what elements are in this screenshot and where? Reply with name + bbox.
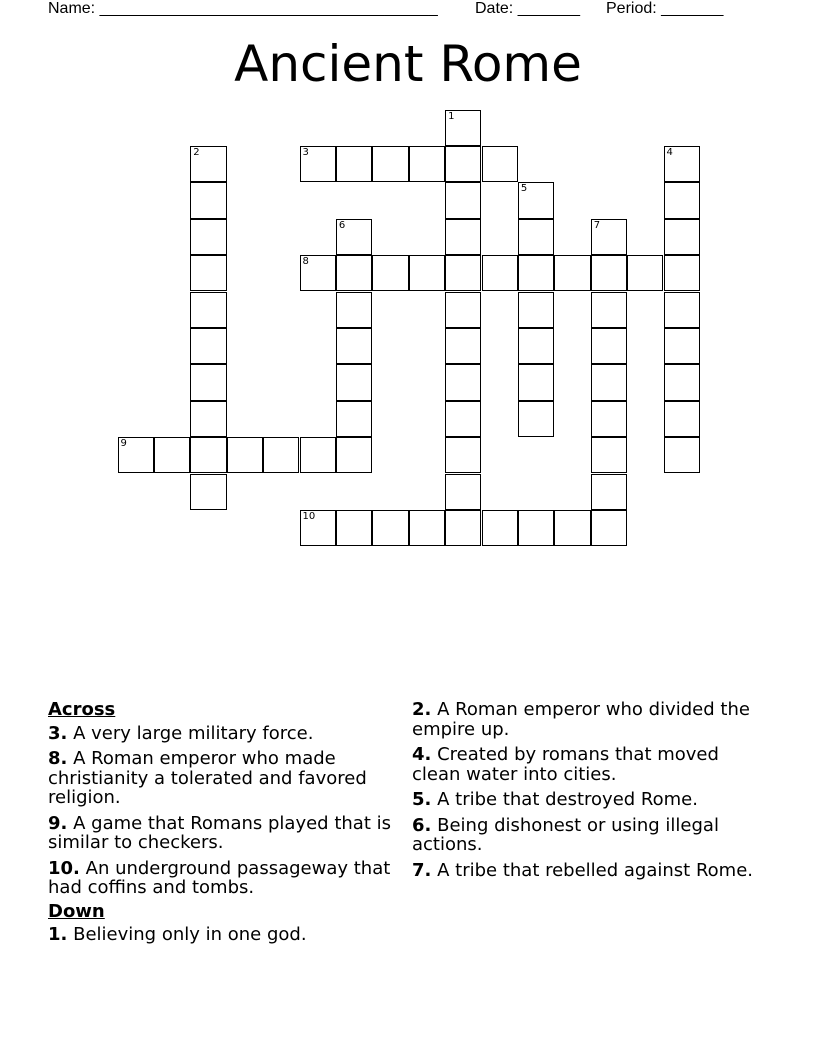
crossword-cell[interactable] bbox=[518, 401, 554, 437]
crossword-cell[interactable] bbox=[336, 328, 372, 364]
crossword-cell[interactable] bbox=[664, 364, 700, 400]
clue-item-number: 10. bbox=[48, 857, 80, 879]
crossword-cell[interactable] bbox=[445, 146, 481, 182]
clue-item bbox=[48, 749, 393, 808]
crossword-cell[interactable] bbox=[664, 401, 700, 437]
crossword-cell[interactable] bbox=[336, 364, 372, 400]
clue-item-number: 9. bbox=[48, 812, 68, 834]
clue-item-text: A very large military force. bbox=[73, 722, 314, 744]
crossword-cell[interactable] bbox=[445, 255, 481, 291]
crossword-cell[interactable] bbox=[300, 146, 336, 182]
crossword-cell[interactable] bbox=[518, 364, 554, 400]
clue-item-text: A tribe that rebelled against Rome. bbox=[437, 859, 753, 881]
crossword-cell[interactable] bbox=[336, 437, 372, 473]
clue-item-text: Believing only in one god. bbox=[73, 924, 307, 945]
clue-item-text: Being dishonest or using illegal actions. bbox=[412, 814, 719, 855]
crossword-cell[interactable] bbox=[591, 364, 627, 400]
period-field-label: Period: _______ bbox=[606, 0, 724, 17]
crossword-cell[interactable] bbox=[300, 510, 336, 546]
crossword-cell[interactable] bbox=[445, 182, 481, 218]
crossword-cell[interactable] bbox=[591, 437, 627, 473]
clue-number-label: 6 bbox=[338, 219, 346, 231]
crossword-cell[interactable] bbox=[591, 510, 627, 546]
crossword-cell[interactable] bbox=[336, 510, 372, 546]
crossword-cell[interactable] bbox=[227, 437, 263, 473]
clue-item bbox=[412, 700, 757, 739]
clue-item bbox=[48, 814, 393, 853]
down-clue-list-left bbox=[48, 925, 393, 945]
crossword-cell[interactable] bbox=[190, 364, 226, 400]
crossword-cell[interactable] bbox=[118, 437, 154, 473]
crossword-cell[interactable] bbox=[154, 437, 190, 473]
clue-item bbox=[48, 724, 393, 744]
crossword-cell[interactable] bbox=[372, 510, 408, 546]
crossword-cell[interactable] bbox=[336, 292, 372, 328]
crossword-cell[interactable] bbox=[445, 110, 481, 146]
down-clue-list-right bbox=[412, 700, 757, 880]
clue-item-number: 6. bbox=[412, 814, 432, 836]
clue-number-label: 10 bbox=[302, 510, 316, 522]
crossword-cell[interactable] bbox=[664, 437, 700, 473]
clue-item bbox=[48, 925, 393, 945]
crossword-cell[interactable] bbox=[482, 510, 518, 546]
clue-item-text: A game that Romans played that is similar to checkers. bbox=[48, 812, 391, 853]
crossword-cell[interactable] bbox=[190, 182, 226, 218]
clue-item-text: A tribe that destroyed Rome. bbox=[437, 789, 698, 810]
crossword-cell[interactable] bbox=[518, 328, 554, 364]
crossword-cell[interactable] bbox=[554, 255, 590, 291]
clue-item-text: Created by romans that moved clean water into cities. bbox=[412, 744, 719, 785]
crossword-cell[interactable] bbox=[664, 182, 700, 218]
crossword-cell[interactable] bbox=[518, 182, 554, 218]
crossword-cell[interactable] bbox=[482, 255, 518, 291]
crossword-cell[interactable] bbox=[591, 328, 627, 364]
clue-number-label: 7 bbox=[593, 219, 601, 231]
crossword-cell[interactable] bbox=[409, 146, 445, 182]
clue-item-number: 8. bbox=[48, 748, 68, 769]
crossword-cell[interactable] bbox=[518, 510, 554, 546]
name-field-label: Name: ______________________________________ bbox=[48, 0, 438, 17]
crossword-cell[interactable] bbox=[664, 292, 700, 328]
crossword-cell[interactable] bbox=[518, 292, 554, 328]
clue-number-label: 1 bbox=[448, 110, 455, 122]
crossword-cell[interactable] bbox=[627, 255, 663, 291]
page-title: Ancient Rome bbox=[234, 35, 582, 93]
date-field-label: Date: _______ bbox=[475, 0, 580, 17]
clues-column-left bbox=[48, 700, 393, 951]
crossword-cell[interactable] bbox=[190, 474, 226, 510]
crossword-cell[interactable] bbox=[445, 292, 481, 328]
clue-item-text: A Roman emperor who made christianity a tolerated and favored religion. bbox=[48, 748, 367, 808]
crossword-cell[interactable] bbox=[263, 437, 299, 473]
crossword-cell[interactable] bbox=[190, 219, 226, 255]
crossword-cell[interactable] bbox=[336, 255, 372, 291]
crossword-cell[interactable] bbox=[591, 255, 627, 291]
crossword-cell[interactable] bbox=[372, 255, 408, 291]
crossword-cell[interactable] bbox=[336, 146, 372, 182]
crossword-cell[interactable] bbox=[591, 401, 627, 437]
crossword-cell[interactable] bbox=[664, 146, 700, 182]
crossword-cell[interactable] bbox=[591, 474, 627, 510]
clues-column-right bbox=[412, 700, 757, 886]
crossword-cell[interactable] bbox=[336, 219, 372, 255]
clue-item-number: 3. bbox=[48, 722, 68, 744]
clue-item-number: 1. bbox=[48, 924, 68, 945]
across-clue-list bbox=[48, 724, 393, 898]
crossword-cell[interactable] bbox=[336, 401, 372, 437]
crossword-cell[interactable] bbox=[445, 219, 481, 255]
crossword-cell[interactable] bbox=[409, 255, 445, 291]
clue-number-label: 2 bbox=[193, 146, 200, 158]
clue-item bbox=[412, 745, 757, 784]
crossword-cell[interactable] bbox=[190, 328, 226, 364]
crossword-cell[interactable] bbox=[664, 255, 700, 291]
crossword-cell[interactable] bbox=[518, 255, 554, 291]
clue-item-number: 2. bbox=[412, 699, 432, 720]
crossword-cell[interactable] bbox=[372, 146, 408, 182]
crossword-cell[interactable] bbox=[445, 364, 481, 400]
crossword-cell[interactable] bbox=[190, 401, 226, 437]
crossword-cell[interactable] bbox=[518, 219, 554, 255]
crossword-cell[interactable] bbox=[445, 328, 481, 364]
down-heading: Down bbox=[48, 900, 105, 922]
clue-number-label: 4 bbox=[666, 146, 673, 158]
clue-item bbox=[412, 816, 757, 855]
crossword-cell[interactable] bbox=[300, 255, 336, 291]
crossword-cell[interactable] bbox=[591, 292, 627, 328]
crossword-cell[interactable] bbox=[445, 401, 481, 437]
crossword-cell[interactable] bbox=[554, 510, 590, 546]
clue-number-label: 5 bbox=[520, 183, 528, 195]
crossword-cell[interactable] bbox=[190, 255, 226, 291]
across-heading: Across bbox=[48, 699, 116, 720]
crossword-cell[interactable] bbox=[664, 328, 700, 364]
clue-number-label: 8 bbox=[302, 256, 309, 268]
crossword-cell[interactable] bbox=[409, 510, 445, 546]
crossword-cell[interactable] bbox=[591, 219, 627, 255]
crossword-cell[interactable] bbox=[664, 219, 700, 255]
clue-number-label: 3 bbox=[302, 146, 309, 158]
crossword-cell[interactable] bbox=[445, 510, 481, 546]
clue-item bbox=[412, 861, 757, 881]
crossword-cell[interactable] bbox=[445, 474, 481, 510]
crossword-cell[interactable] bbox=[300, 437, 336, 473]
clue-item-text: An underground passageway that had coffins and tombs. bbox=[48, 857, 391, 898]
clue-number-label: 9 bbox=[120, 438, 127, 450]
crossword-cell[interactable] bbox=[190, 437, 226, 473]
clue-item-text: A Roman emperor who divided the empire up. bbox=[412, 699, 750, 740]
clue-item-number: 5. bbox=[412, 789, 432, 810]
clue-item bbox=[48, 859, 393, 898]
crossword-cell[interactable] bbox=[190, 292, 226, 328]
crossword-cell[interactable] bbox=[482, 146, 518, 182]
crossword-cell[interactable] bbox=[190, 146, 226, 182]
clue-item-number: 4. bbox=[412, 744, 432, 765]
clue-item bbox=[412, 790, 757, 810]
clue-item-number: 7. bbox=[412, 859, 432, 881]
crossword-cell[interactable] bbox=[445, 437, 481, 473]
